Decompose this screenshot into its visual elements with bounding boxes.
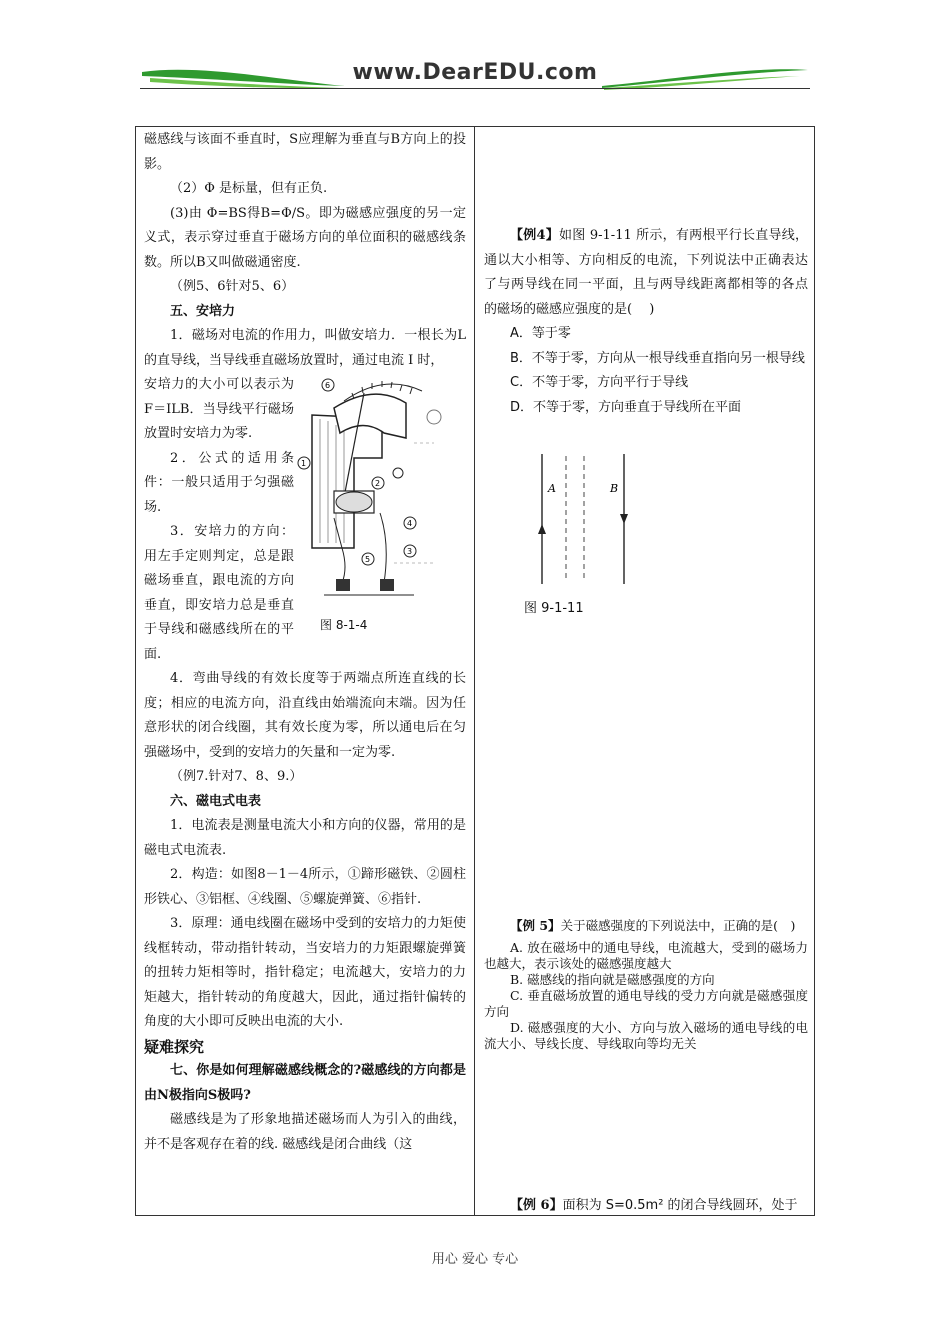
paragraph: 磁感线与该面不垂直时，S应理解为垂直与B方向上的投影。: [144, 132, 466, 172]
site-header: [140, 58, 810, 94]
example-note: （例7.针对7、8、9.）: [170, 769, 303, 784]
option-b: B．不等于零，方向从一根导线垂直指向另一根导线: [510, 350, 805, 366]
paragraph: 安培力的大小可以表示为 F＝ILB．当导线平行磁场放置时安培力为零.: [144, 377, 294, 441]
example-note: （例5、6针对5、6）: [170, 279, 295, 294]
site-logo: www.DearEDU.com: [352, 60, 598, 85]
paragraph: 3．安培力的方向：用左手定则判定，总是跟磁场垂直，跟电流的方向垂直，即安培力总是垂直于导线和磁感线所在的平面.: [144, 524, 294, 662]
option-c: C．不等于零，方向平行于导线: [510, 375, 689, 390]
paragraph: 2．公式的适用条件：一般只适用于匀强磁场.: [144, 450, 294, 515]
example-6: [484, 1196, 808, 1216]
paragraph: 1．磁场对电流的作用力，叫做安培力．一根长为L的直导线，当导线垂直磁场放置时，通过电流 I 时，: [144, 328, 466, 368]
left-column: [144, 128, 466, 1157]
svg-text:3: 3: [407, 547, 413, 556]
svg-text:6: 6: [325, 381, 331, 390]
paragraph: 磁感线是为了形象地描述磁场而人为引入的曲线，并不是客观存在着的线. 磁感线是闭合曲线（这: [144, 1112, 466, 1152]
question-heading: 七、你是如何理解磁感线概念的?磁感线的方向都是由N极指向S极吗?: [144, 1063, 466, 1103]
example-6-stem: 【例 6】面积为 S=0.5m² 的闭合导线圆环，处于: [510, 1198, 798, 1213]
wrapped-text: [144, 373, 294, 667]
example-tag: 【例4】: [510, 228, 560, 243]
svg-text:1: 1: [301, 459, 307, 468]
example-4: [484, 224, 808, 420]
example-4-stem: 【例4】如图 9-1-11 所示，有两根平行长直导线，通以大小相等、方向相反的电流，下列说法中正确表达了与两导线在同一平面，且与两导线距离都相等的各点的磁场的磁感应强度的是( ): [484, 228, 808, 317]
svg-text:2: 2: [375, 479, 381, 488]
section-heading-galvanometer: 六、磁电式电表: [170, 793, 262, 809]
column-divider: [474, 126, 475, 1216]
paragraph: 3．原理：通电线圈在磁场中受到的安培力的力矩使线框转动，带动指针转动，当安培力的力矩跟螺旋弹簧的扭转力矩相等时，指针稳定；电流越大，安培力的力矩越大，指针转动的角度越大，因此，通过指针偏转的角度的大小即可反映出电流的大小.: [144, 916, 466, 1029]
svg-text:5: 5: [365, 555, 371, 564]
example-5-stem: 【例 5】关于磁感强度的下列说法中，正确的是( ): [510, 918, 796, 933]
page-footer: 用心 爱心 专心: [431, 1252, 519, 1267]
option-b: B. 磁感线的指向就是磁感强度的方向: [510, 972, 715, 987]
paragraph: (3)由 Φ=BS得B=Φ/S。即为磁感应强度的另一定义式，表示穿过垂直于磁场方向的单位面积的磁感线条数。所以B又叫做磁通密度.: [144, 205, 466, 270]
example-5: [484, 918, 808, 1052]
wire-a-label: A: [548, 482, 556, 495]
svg-text:4: 4: [407, 519, 413, 528]
option-d: D. 磁感强度的大小、方向与放入磁场的通电导线的电流大小、导线长度、导线取向等均无关: [484, 1020, 808, 1051]
figure-caption: 图 8-1-4: [320, 618, 368, 632]
galvanometer-figure: [294, 373, 466, 667]
header-rule: [140, 88, 810, 89]
parallel-wires-figure: [520, 450, 660, 590]
section-heading-explore: 疑难探究: [144, 1037, 205, 1056]
section-heading-ampere-force: 五、安培力: [170, 303, 236, 319]
paragraph: （2）Φ 是标量，但有正负.: [170, 181, 328, 196]
galvanometer-diagram: [294, 373, 466, 623]
option-a: A．等于零: [510, 326, 571, 341]
option-d: D．不等于零，方向垂直于导线所在平面: [510, 399, 742, 415]
paragraph: 4．弯曲导线的有效长度等于两端点所连直线的长度；相应的电流方向，沿直线由始端流向末端。因为任意形状的闭合线圈，其有效长度为零，所以通电后在匀强磁场中，受到的安培力的矢量和一定为零.: [144, 671, 466, 760]
wire-b-label: B: [610, 482, 619, 495]
figure-wrap-block: [144, 373, 466, 667]
figure-caption: 图 9-1-11: [524, 601, 584, 616]
paragraph: 2．构造：如图8－1－4所示，①蹄形磁铁、②圆柱形铁心、③铝框、④线圈、⑤螺旋弹簧、⑥指针.: [144, 867, 466, 907]
option-a: A. 放在磁场中的通电导线，电流越大，受到的磁场力也越大，表示该处的磁感强度越大: [484, 940, 808, 971]
option-c: C. 垂直磁场放置的通电导线的受力方向就是磁感强度方向: [484, 988, 808, 1019]
example-tag: 【例 5】: [510, 918, 561, 933]
example-tag: 【例 6】: [510, 1198, 563, 1213]
paragraph: 1．电流表是测量电流大小和方向的仪器，常用的是磁电式电流表.: [144, 818, 466, 858]
